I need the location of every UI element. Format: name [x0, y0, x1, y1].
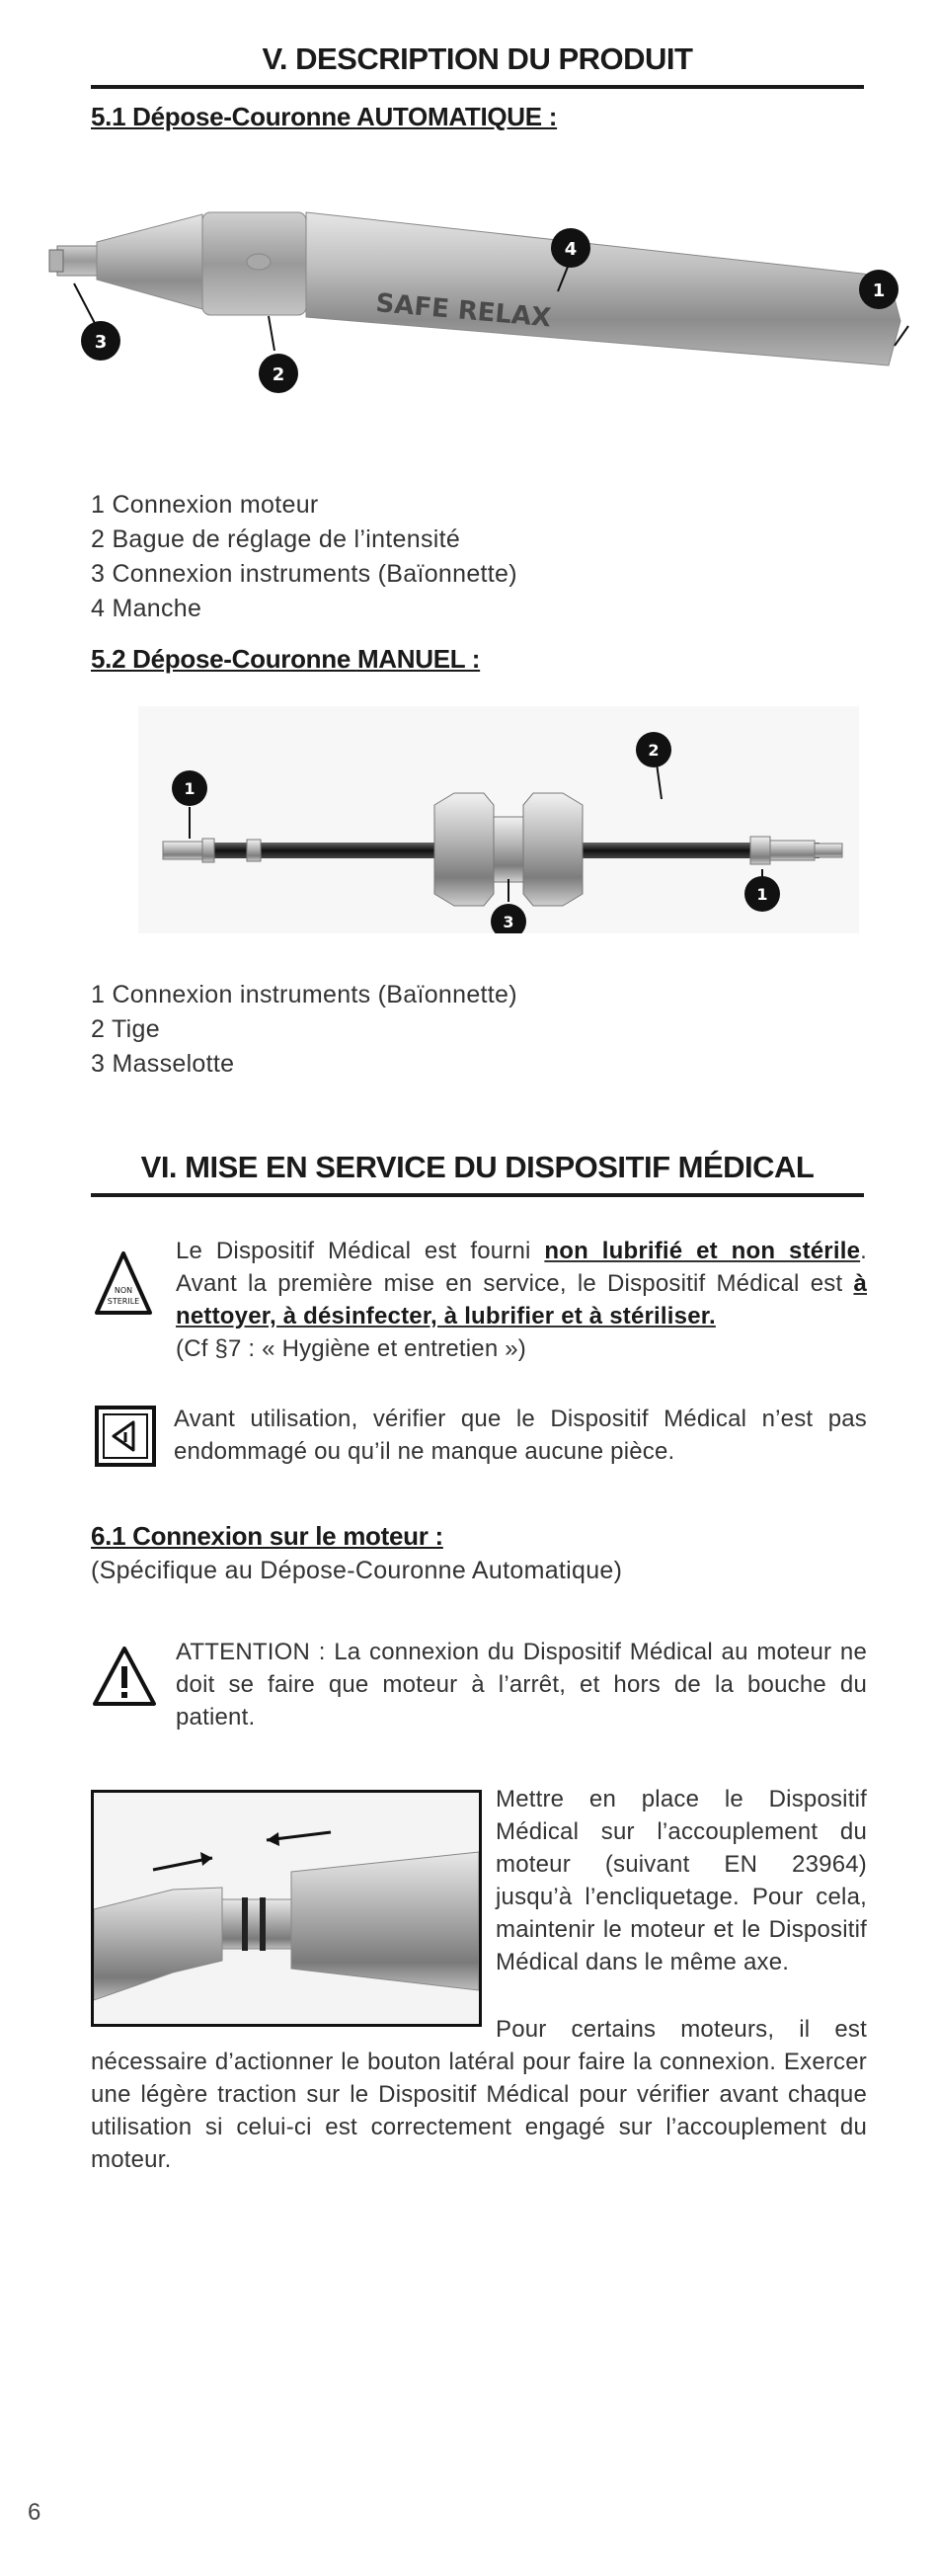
list-item: 3 Masselotte [91, 1050, 235, 1078]
subheading-manual [91, 644, 480, 675]
callout-1: 1 [872, 281, 886, 301]
list-item: 2 Bague de réglage de l’intensité [91, 525, 461, 553]
callout-3: 3 [94, 332, 108, 353]
page-number: 6 [28, 2499, 41, 2526]
non-sterile-warning-icon [93, 1249, 154, 1321]
list-item: 4 Manche [91, 595, 202, 622]
brand-text: SAFE RELAX [374, 288, 553, 334]
list-item: 1 Connexion moteur [91, 491, 319, 519]
reference-note: (Cf §7 : « Hygiène et entretien ») [176, 1335, 526, 1362]
automatic-parts-list [91, 488, 517, 626]
warning-inspect-text: Avant utilisation, vérifier que le Dispositif Médical n’est pas endommagé ou qu’il ne manque aucune pièce. [174, 1406, 867, 1465]
text-run: . Avant la première mise en service, le Dispositif Médical est [176, 1238, 868, 1297]
consult-instructions-icon [94, 1405, 157, 1468]
connection-text-side: Mettre en place le Dispositif Médical sur l’accouplement du moteur (suivant EN 23964) jusqu’à l’encliquetage. Pour cela, maintenir le moteur et le Dispositif Médical dans le même axe. [496, 1786, 867, 1975]
connection-text-full: Pour certains moteurs, il est nécessaire d’actionner le bouton latéral pour faire la connexion. Exercer une légère traction sur le Dispositif Médical pour vérifier avant chaque utilisation si celui-ci est correctement engagé sur l’accouplement du moteur. [91, 2016, 867, 2173]
callout-1-right: 1 [756, 885, 768, 904]
list-item: 1 Connexion instruments (Baïonnette) [91, 981, 517, 1008]
warning-non-sterile-text [176, 1235, 867, 1365]
manual-parts-list [91, 978, 517, 1082]
section-title-mise-en-service: VI. MISE EN SERVICE DU DISPOSITIF MÉDICAL [91, 1148, 864, 1197]
section-title-description: V. DESCRIPTION DU PRODUIT [91, 40, 864, 89]
icon-text: STERILE [107, 1297, 140, 1306]
subheading-strong: MANUEL : [356, 644, 481, 674]
automatic-specific-note: (Spécifique au Dépose-Couronne Automatique) [91, 1557, 623, 1584]
subheading-prefix: 5.1 Dépose-Couronne [91, 102, 356, 131]
attention-icon [91, 1645, 158, 1710]
text-run: Le Dispositif Médical est fourni [176, 1238, 545, 1264]
subheading-connexion-moteur: 6.1 Connexion sur le moteur : [91, 1521, 443, 1551]
subheading-strong: AUTOMATIQUE : [355, 102, 558, 131]
list-item: 3 Connexion instruments (Baïonnette) [91, 560, 517, 588]
list-item: 2 Tige [91, 1015, 160, 1043]
callout-3: 3 [503, 913, 514, 931]
callout-4: 4 [564, 239, 578, 260]
emphasis-non-sterile: non lubrifié et non stérile [544, 1238, 861, 1264]
icon-text: NON [114, 1286, 133, 1295]
attention-text: ATTENTION : La connexion du Dispositif Médical au moteur ne doit se faire que moteur à l’arrêt, et hors de la bouche du patient. [176, 1639, 867, 1731]
automatic-handpiece-image [39, 193, 918, 430]
connection-photo [91, 1790, 482, 2027]
subheading-automatic [91, 102, 557, 132]
manual-remover-image [138, 706, 859, 933]
callout-2: 2 [272, 364, 285, 385]
emphasis-clean-sterilize: à nettoyer, à désinfecter, à lubrifier et à stériliser. [176, 1270, 867, 1329]
callout-2: 2 [648, 741, 660, 760]
callout-1-left: 1 [184, 779, 195, 798]
subheading-prefix: 5.2 Dépose-Couronne [91, 644, 357, 674]
